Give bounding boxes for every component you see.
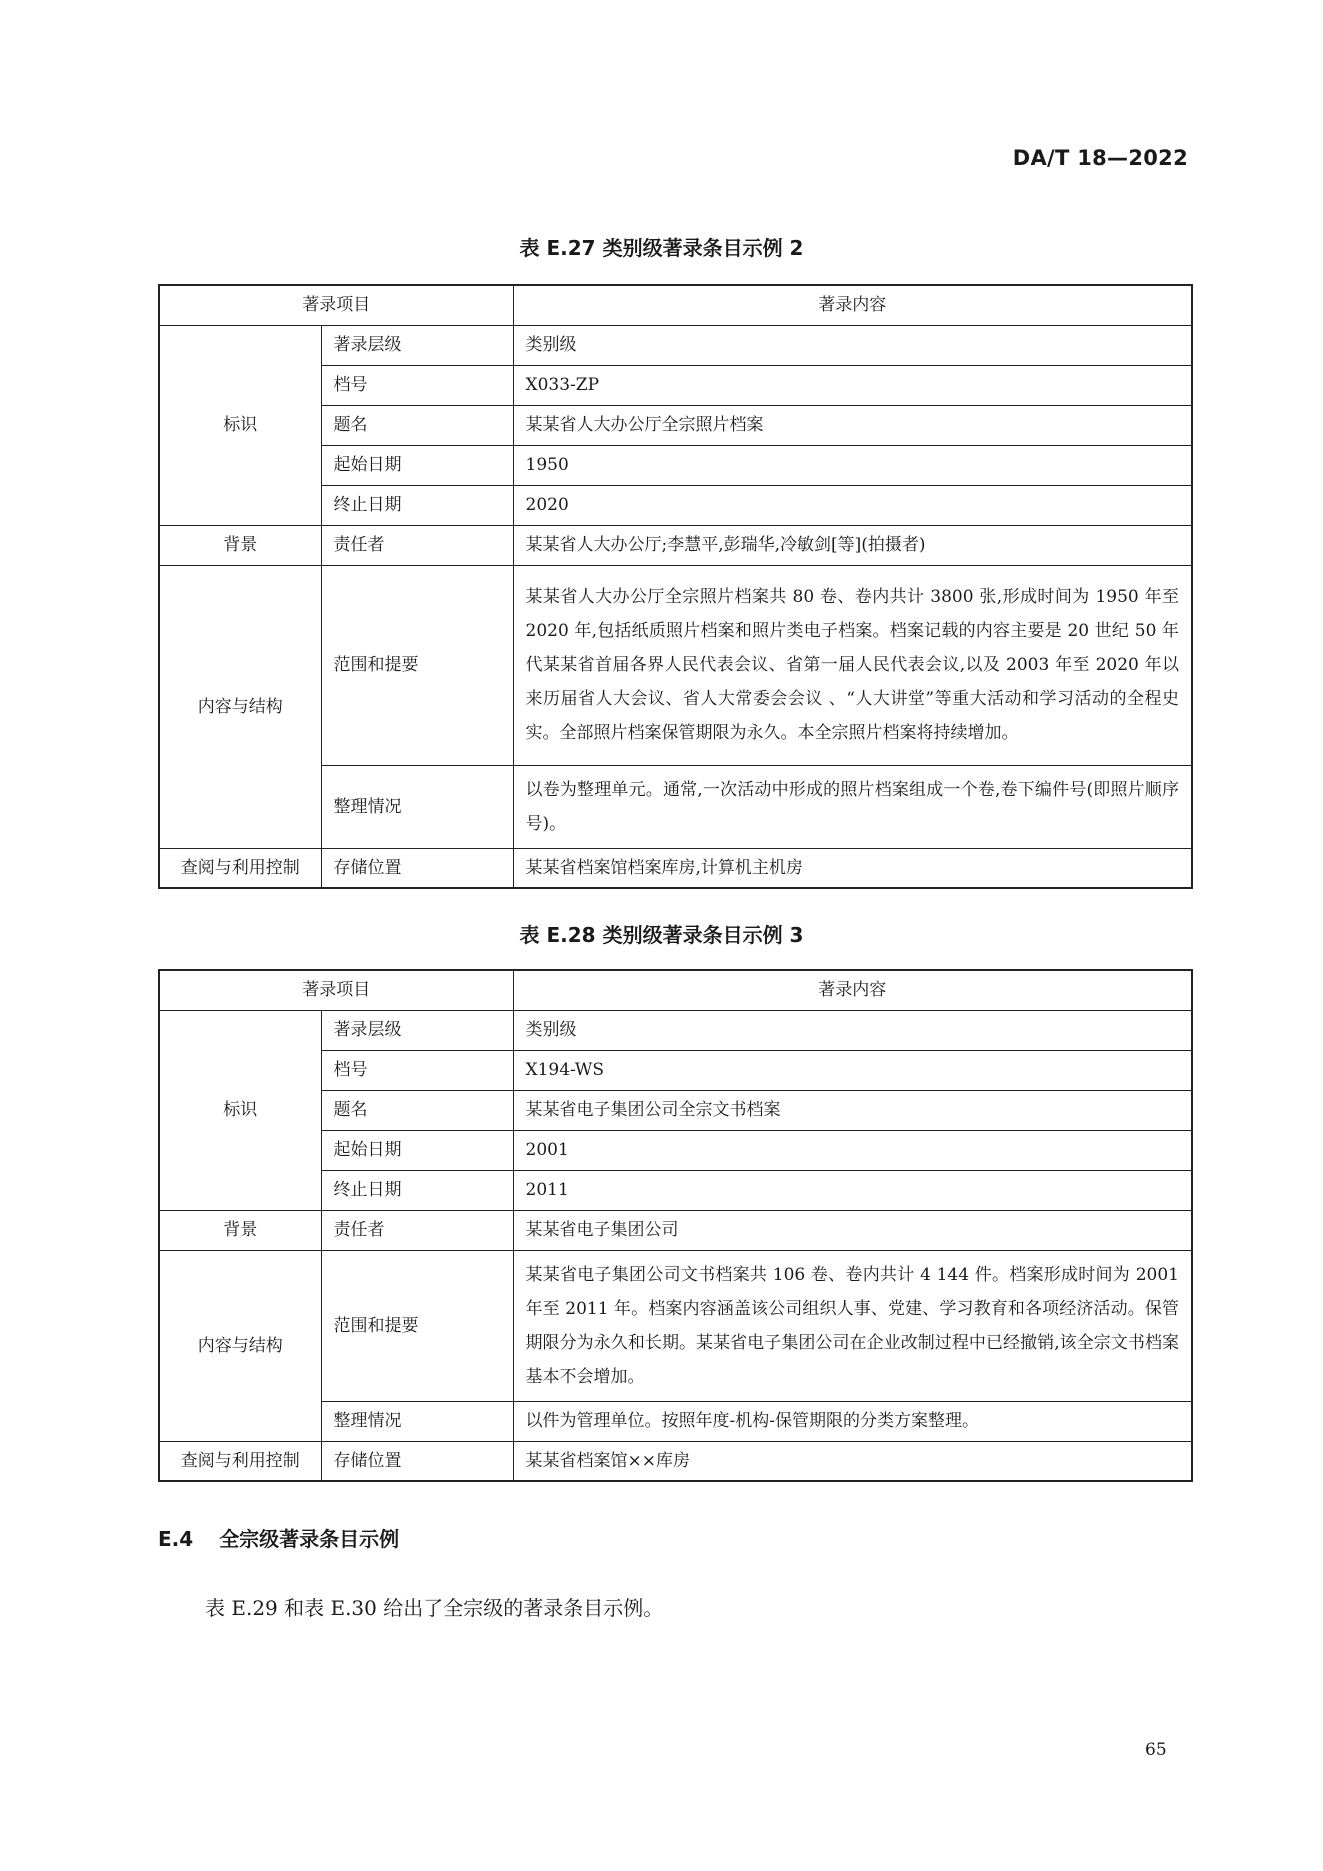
field-value: 某某省档案馆档案库房,计算机主机房 [513,848,1192,888]
field-value: 以件为管理单位。按照年度-机构-保管期限的分类方案整理。 [513,1401,1192,1441]
header-content: 著录内容 [513,285,1192,325]
field-label: 著录层级 [321,325,513,365]
field-value: 某某省档案馆××库房 [513,1441,1192,1481]
field-label: 责任者 [321,1210,513,1250]
page-number: 65 [1145,1740,1167,1760]
field-label: 档号 [321,365,513,405]
group-background: 背景 [159,1210,321,1250]
table-row [159,525,1192,565]
body-paragraph: 表 E.29 和表 E.30 给出了全宗级的著录条目示例。 [205,1596,664,1620]
header-item: 著录项目 [159,285,513,325]
table-row [159,1010,1192,1050]
field-label: 终止日期 [321,1170,513,1210]
field-value: 某某省人大办公厅全宗照片档案共 80 卷、卷内共计 3800 张,形成时间为 1950 年至 2020 年,包括纸质照片档案和照片类电子档案。档案记载的内容主要是 20 世纪 50 年代某某省首届各界人民代表会议、省第一届人民代表会议,以及 2003 年至 2020 年以来历届省人大会议、省人大常委会会议 、“人大讲堂”等重大活动和学习活动的全程史实。全部照片档案保管期限为永久。本全宗照片档案将持续增加。 [513,565,1192,765]
header-item: 著录项目 [159,970,513,1010]
field-value: 某某省电子集团公司 [513,1210,1192,1250]
field-label: 责任者 [321,525,513,565]
group-access: 查阅与利用控制 [159,848,321,888]
field-value: 2011 [513,1170,1192,1210]
field-label: 起始日期 [321,1130,513,1170]
group-access: 查阅与利用控制 [159,1441,321,1481]
field-label: 整理情况 [321,1401,513,1441]
section-heading [158,1523,399,1552]
table-e28 [158,969,1193,1482]
table-row [159,1250,1192,1401]
section-title: 全宗级著录条目示例 [219,1527,400,1551]
header-content: 著录内容 [513,970,1192,1010]
table-caption-e27: 表 E.27 类别级著录条目示例 2 [519,236,804,260]
field-label: 整理情况 [321,765,513,848]
group-identify: 标识 [159,325,321,525]
field-label: 存储位置 [321,1441,513,1481]
field-label: 范围和提要 [321,1250,513,1401]
group-background: 背景 [159,525,321,565]
table-row [159,1210,1192,1250]
group-content: 内容与结构 [159,565,321,848]
table-row [159,1441,1192,1481]
field-label: 存储位置 [321,848,513,888]
section-number: E.4 [158,1527,194,1551]
field-value: 某某省电子集团公司文书档案共 106 卷、卷内共计 4 144 件。档案形成时间为 2001 年至 2011 年。档案内容涵盖该公司组织人事、党建、学习教育和各项经济活动。保管期限分为永久和长期。某某省电子集团公司在企业改制过程中已经撤销,该全宗文书档案基本不会增加。 [513,1250,1192,1401]
field-value: 2020 [513,485,1192,525]
field-value: 类别级 [513,325,1192,365]
field-label: 档号 [321,1050,513,1090]
table-row [159,848,1192,888]
field-value: 某某省人大办公厅全宗照片档案 [513,405,1192,445]
field-label: 题名 [321,1090,513,1130]
group-identify: 标识 [159,1010,321,1210]
field-value: 1950 [513,445,1192,485]
field-label: 终止日期 [321,485,513,525]
field-value: 某某省人大办公厅;李慧平,彭瑞华,冷敏剑[等](拍摄者) [513,525,1192,565]
table-row [159,565,1192,765]
field-label: 范围和提要 [321,565,513,765]
table-caption-e28: 表 E.28 类别级著录条目示例 3 [519,923,804,947]
table-header-row [159,970,1192,1010]
field-label: 起始日期 [321,445,513,485]
field-value: X033-ZP [513,365,1192,405]
field-value: X194-WS [513,1050,1192,1090]
group-content: 内容与结构 [159,1250,321,1441]
field-value: 2001 [513,1130,1192,1170]
field-label: 题名 [321,405,513,445]
table-row [159,325,1192,365]
field-label: 著录层级 [321,1010,513,1050]
table-e27 [158,284,1193,889]
standard-code: DA/T 18—2022 [1012,146,1188,170]
field-value: 某某省电子集团公司全宗文书档案 [513,1090,1192,1130]
field-value: 类别级 [513,1010,1192,1050]
table-header-row [159,285,1192,325]
field-value: 以卷为整理单元。通常,一次活动中形成的照片档案组成一个卷,卷下编件号(即照片顺序号)。 [513,765,1192,848]
